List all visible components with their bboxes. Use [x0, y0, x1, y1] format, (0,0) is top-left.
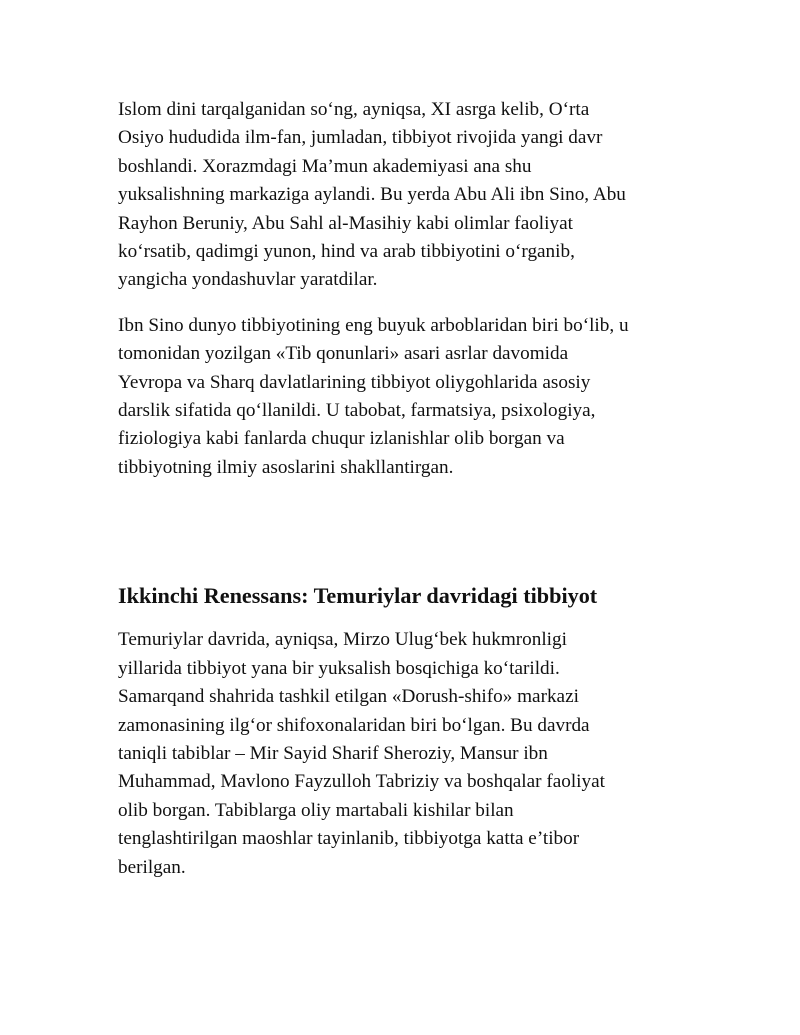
document-page: [118, 96, 698, 882]
paragraph-islom-period: Islom dini tarqalganidan so‘ng, ayniqsa, XI asrga kelib, O‘rta Osiyo hududida ilm-fan, jumladan, tibbiyot rivojida yangi davr boshlandi. Xorazmdagi Ma’mun akademiyasi ana shu yuksalishning markaziga aylandi. Bu yerda Abu Ali ibn Sino, Abu Rayhon Beruniy, Abu Sahl al-Masihiy kabi olimlar faoliyat ko‘rsatib, qadimgi yunon, hind va arab tibbiyotini o‘rganib, yangicha yondashuvlar yaratdilar.: [118, 99, 626, 291]
paragraph-ibn-sino: Ibn Sino dunyo tibbiyotining eng buyuk arboblaridan biri bo‘lib, u tomonidan yozilgan «Tib qonunlari» asari asrlar davomida Yevropa va Sharq davlatlarining tibbiyot oliygohlarida asosiy darslik sifatida qo‘llanildi. U tabobat, farmatsiya, psixologiya, fiziologiya kabi fanlarda chuqur izlanishlar olib borgan va tibbiyotning ilmiy asoslarini shakllantirgan.: [118, 314, 629, 478]
paragraph-temuriylar: Temuriylar davrida, ayniqsa, Mirzo Ulug‘bek hukmronligi yillarida tibbiyot yana bir yuksalish bosqichiga ko‘tarildi. Samarqand shahrida tashkil etilgan «Dorush-shifo» markazi zamonasining ilg‘or shifoxonalaridan biri bo‘lgan. Bu davrda taniqli tabiblar – Mir Sayid Sharif Sheroziy, Mansur ibn Muhammad, Mavlono Fayzulloh Tabriziy va boshqalar faoliyat olib borgan. Tabiblarga oliy martabali kishilar bilan tenglashtirilgan maoshlar tayinlanib, tibbiyotga katta e’tibor berilgan.: [118, 629, 605, 878]
section-heading: Ikkinchi Renessans: Temuriylar davridagi tibbiyot: [118, 583, 598, 609]
